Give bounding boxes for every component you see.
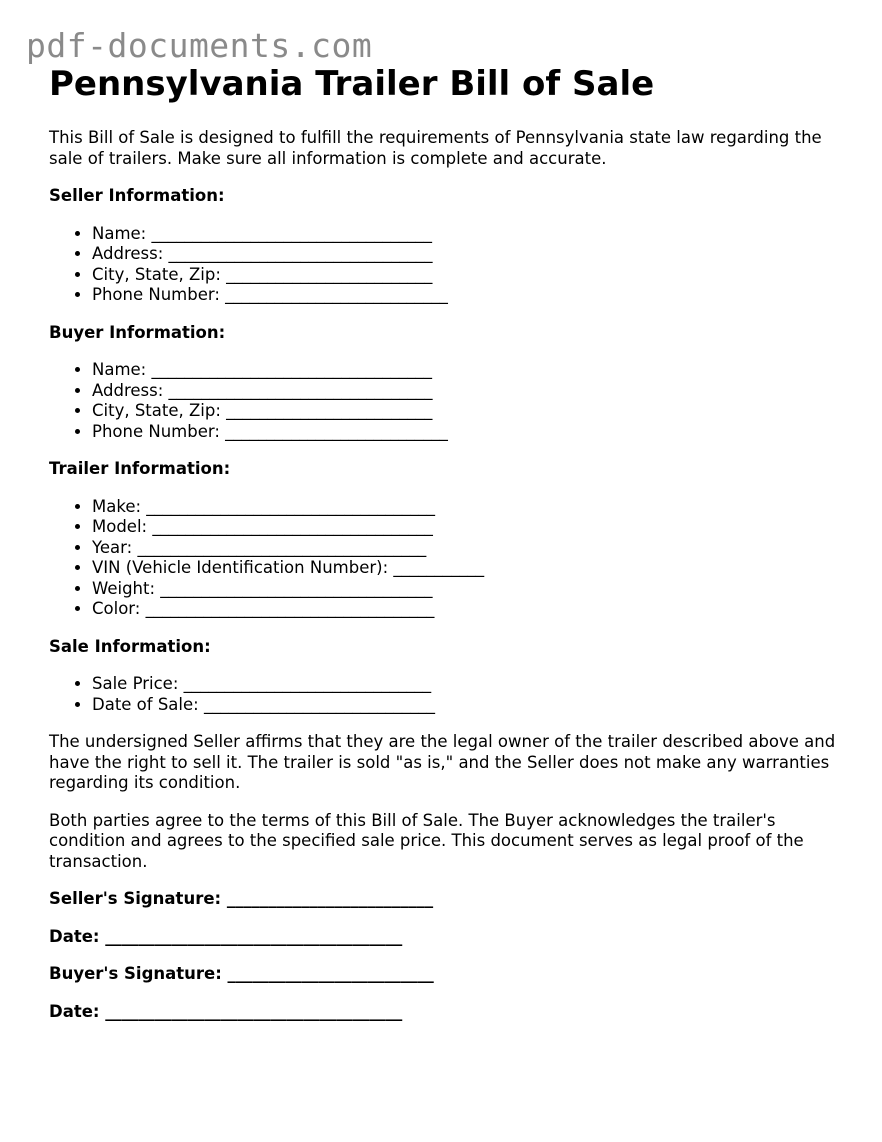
trailer-heading: Trailer Information: (49, 459, 231, 478)
affirmation-paragraph: The undersigned Seller affirms that they are the legal owner of the trailer described above and have the right to sell it. The trailer is sold "as is," and the Seller does not make any warranties regarding its condition. (49, 732, 836, 792)
watermark: pdf-documents.com (26, 26, 373, 65)
document-title: Pennsylvania Trailer Bill of Sale (49, 64, 655, 104)
seller-phone-field: • Phone Number: ___________________________ (92, 285, 849, 306)
sale-list (49, 674, 849, 715)
trailer-color-field: • Color: ___________________________________ (92, 599, 849, 620)
trailer-make-field: • Make: ___________________________________ (92, 497, 849, 518)
seller-date-line: Date: ____________________________________ (49, 926, 403, 946)
seller-list (49, 224, 849, 306)
sale-date-field: • Date of Sale: ____________________________ (92, 695, 849, 716)
seller-signature-line: Seller's Signature: _________________________ (49, 889, 434, 908)
seller-city-field: • City, State, Zip: _________________________ (92, 265, 849, 286)
seller-heading: Seller Information: (49, 186, 225, 205)
buyer-heading: Buyer Information: (49, 322, 226, 342)
buyer-list (49, 360, 849, 442)
document-page (49, 62, 849, 1022)
buyer-phone-field: • Phone Number: ___________________________ (92, 422, 849, 443)
sale-price-field: • Sale Price: ______________________________ (92, 674, 849, 695)
seller-name-field: • Name: __________________________________ (92, 224, 849, 245)
buyer-date-line: Date: ____________________________________ (49, 1001, 403, 1021)
trailer-year-field: • Year: ___________________________________ (92, 538, 849, 559)
buyer-signature-line: Buyer's Signature: _________________________ (49, 964, 434, 983)
buyer-city-field: • City, State, Zip: _________________________ (92, 401, 849, 422)
seller-address-field: • Address: ________________________________ (92, 244, 849, 265)
trailer-weight-field: • Weight: _________________________________ (92, 579, 849, 600)
trailer-model-field: • Model: __________________________________ (92, 517, 849, 538)
buyer-address-field: • Address: ________________________________ (92, 381, 849, 402)
agreement-paragraph: Both parties agree to the terms of this Bill of Sale. The Buyer acknowledges the trailer's condition and agrees to the specified sale price. This document serves as legal proof of the transaction. (49, 810, 804, 871)
sale-heading: Sale Information: (49, 636, 211, 656)
intro-paragraph: This Bill of Sale is designed to fulfill the requirements of Pennsylvania state law regarding the sale of trailers. Make sure all information is complete and accurate. (49, 128, 822, 168)
trailer-vin-field: • VIN (Vehicle Identification Number): ___________ (92, 558, 849, 579)
buyer-name-field: • Name: __________________________________ (92, 360, 849, 381)
trailer-list (49, 497, 849, 620)
